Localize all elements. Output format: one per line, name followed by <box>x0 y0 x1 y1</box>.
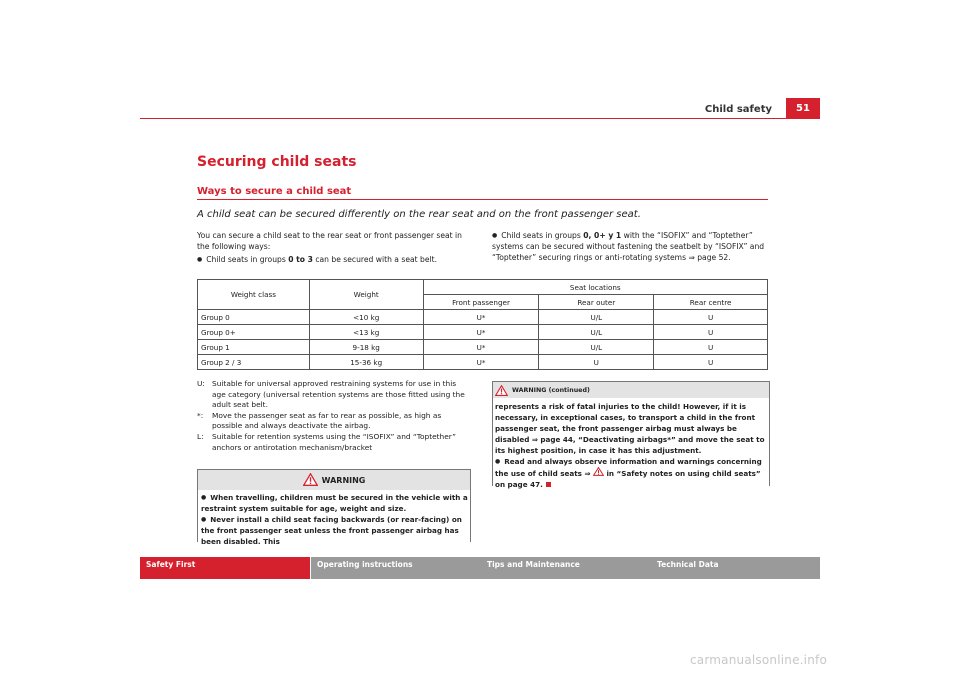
cell-centre: U <box>654 325 768 340</box>
warning-item-text: Read and always observe information and warnings concerning the use of child seats ⇒ <box>495 457 762 478</box>
watermark-text: carmanualsonline.info <box>690 653 827 667</box>
note-key: *: <box>197 410 204 420</box>
table-row <box>198 325 768 340</box>
subtitle-rule <box>197 199 768 200</box>
warning-header <box>198 470 470 490</box>
cell-front: U* <box>423 355 539 370</box>
cell-group: Group 0 <box>198 310 310 325</box>
note-item <box>197 411 469 432</box>
bullet-icon: ● <box>492 232 498 239</box>
header-weight-class: Weight class <box>198 280 310 310</box>
warning-triangle-icon <box>495 381 508 400</box>
footer-tab-label: Technical Data <box>657 560 719 569</box>
header-front-passenger: Front passenger <box>423 295 539 310</box>
footer-tab-label: Operating instructions <box>317 560 413 569</box>
note-item <box>197 379 469 411</box>
header-weight: Weight <box>309 280 423 310</box>
footer-tab-technical-data[interactable] <box>651 557 820 579</box>
table-row <box>198 340 768 355</box>
warning-item <box>201 514 468 547</box>
bullet-item <box>197 254 472 265</box>
footer-tab-label: Tips and Maintenance <box>487 560 580 569</box>
header-rear-outer: Rear outer <box>539 295 654 310</box>
running-header-title: Child safety <box>704 104 772 115</box>
bullet-icon: ● <box>197 256 203 263</box>
warning-item-text: in “Safety notes on using child seats” on page 47. <box>495 469 761 489</box>
bullet-item <box>492 230 768 263</box>
cell-front: U* <box>423 310 539 325</box>
footer-tab-operating-instructions[interactable] <box>311 557 481 579</box>
note-text: Suitable for retention systems using the “ISOFIX” and “Toptether” anchors or antirotation mechanism/bracket <box>212 431 456 452</box>
bullet-bold: 0 to 3 <box>288 255 313 264</box>
cell-centre: U <box>654 340 768 355</box>
bullet-icon: ● <box>201 516 207 523</box>
table-notes <box>197 379 469 453</box>
cell-weight: 9-18 kg <box>309 340 423 355</box>
note-key: L: <box>197 431 204 441</box>
warning-paragraph: represents a risk of fatal injuries to the child! However, if it is necessary, in exceptional cases, to transport a child in the front passenger seat, the front passenger airbag must always be disabled ⇒ page 44, “Deactivating airbags*” and move the seat to its highest position, in case it has this adjustment. <box>495 402 765 455</box>
warning-item <box>201 492 468 514</box>
bullet-bold: 0, 0+ y 1 <box>583 231 622 240</box>
header-rear-centre: Rear centre <box>654 295 768 310</box>
end-square-icon <box>546 482 551 487</box>
warning-body <box>493 398 769 490</box>
warning-item-text: Never install a child seat facing backwards (or rear-facing) on the front passenger seat unless the front passenger airbag has been disabled. This <box>201 515 462 546</box>
seat-locations-table <box>197 279 768 370</box>
footer-tab-label: Safety First <box>146 560 196 569</box>
cell-outer: U/L <box>539 310 654 325</box>
cell-outer: U/L <box>539 325 654 340</box>
note-text: Suitable for universal approved restraining systems for use in this age category (universal retention systems are those fitted using the adult seat belt. <box>212 379 465 410</box>
bullet-text: can be secured with a seat belt. <box>312 255 438 264</box>
section-subtitle: Ways to secure a child seat <box>197 186 352 197</box>
header-rule <box>140 118 820 119</box>
page-number: 51 <box>786 98 820 118</box>
warning-box-continued <box>492 381 770 489</box>
cell-weight: <13 kg <box>309 325 423 340</box>
cell-front: U* <box>423 340 539 355</box>
page-title: Securing child seats <box>197 154 357 170</box>
cell-front: U* <box>423 325 539 340</box>
bullet-icon: ● <box>495 458 501 465</box>
footer-tab-tips-maintenance[interactable] <box>481 557 651 579</box>
warning-body <box>198 490 470 547</box>
bullet-text: Child seats in groups <box>206 255 289 264</box>
intro-paragraph <box>197 230 472 265</box>
warning-triangle-icon <box>593 467 604 479</box>
warning-title: WARNING (continued) <box>512 386 590 394</box>
cell-group: Group 1 <box>198 340 310 355</box>
footer-tab-safety-first[interactable] <box>140 557 310 579</box>
cell-weight: <10 kg <box>309 310 423 325</box>
header-seat-locations: Seat locations <box>423 280 767 295</box>
table-row <box>198 310 768 325</box>
warning-item-text: When travelling, children must be secured in the vehicle with a restraint system suitable for age, weight and size. <box>201 493 468 513</box>
warning-item <box>495 456 767 490</box>
intro-text: You can secure a child seat to the rear seat or front passenger seat in the following ways: <box>197 231 462 251</box>
note-text: Move the passenger seat as far to rear as possible, as high as possible and always deactivate the airbag. <box>212 410 442 431</box>
cell-centre: U <box>654 355 768 370</box>
cell-group: Group 0+ <box>198 325 310 340</box>
bullet-text: Child seats in groups <box>501 231 584 240</box>
table-row <box>198 355 768 370</box>
note-item <box>197 432 469 453</box>
cell-outer: U <box>539 355 654 370</box>
lead-text: A child seat can be secured differently on the rear seat and on the front passenger seat. <box>197 209 641 220</box>
cell-group: Group 2 / 3 <box>198 355 310 370</box>
warning-box <box>197 469 471 546</box>
warning-header <box>493 382 769 398</box>
cell-outer: U/L <box>539 340 654 355</box>
bullet-text: with the “ISOFIX” and “Toptether” systems can be secured without fastening the seatbelt by “ISOFIX” and “Toptether” securing rings or anti-rotating systems ⇒ page 52. <box>492 231 765 262</box>
cell-weight: 15-36 kg <box>309 355 423 370</box>
note-key: U: <box>197 379 205 388</box>
warning-title: WARNING <box>321 475 366 485</box>
cell-centre: U <box>654 310 768 325</box>
warning-triangle-icon <box>303 471 318 490</box>
bullet-icon: ● <box>201 494 207 501</box>
